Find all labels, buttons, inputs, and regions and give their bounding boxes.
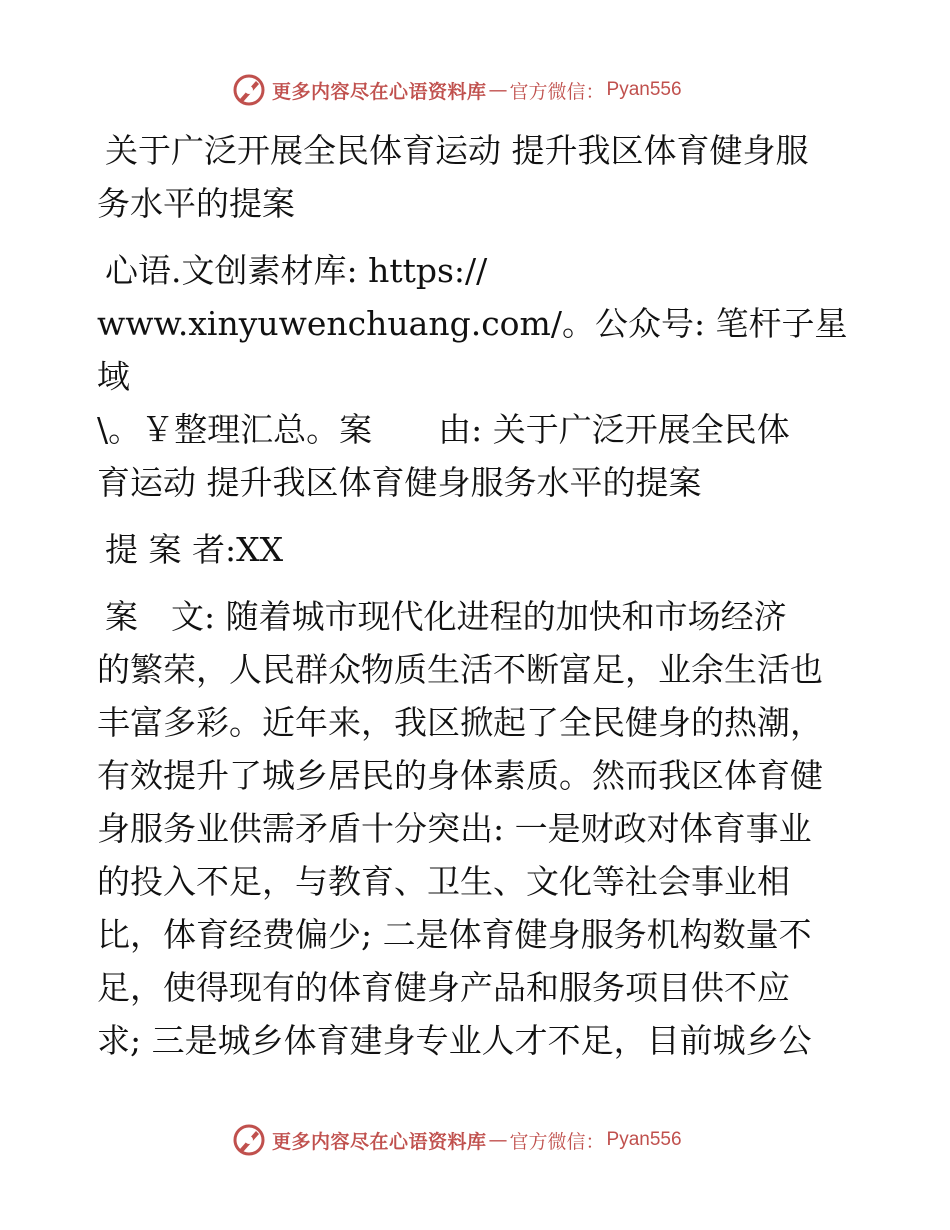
wechat-label: 官方微信： [509, 1130, 605, 1153]
wechat-handle: Pyan556 [606, 79, 682, 100]
proposer-line: 提 案 者:XX [105, 530, 284, 569]
body-line-8: 足，使得现有的体育健身产品和服务项目供不应 [97, 968, 790, 1007]
body-line-5: 身服务业供需矛盾十分突出: 一是财政对体育事业 [97, 809, 812, 848]
site-text: 更多内容尽在心语资料库 [272, 1130, 487, 1153]
body-line-3: 丰富多彩。近年来，我区掀起了全民健身的热潮， [97, 703, 823, 742]
body-line-7: 比，体育经费偏少; 二是体育健身服务机构数量不 [97, 915, 812, 954]
source-line-1: 心语.文创素材库: https:// [105, 251, 488, 290]
dash: — [488, 1129, 508, 1151]
site-text: 更多内容尽在心语资料库 [272, 80, 487, 103]
dash: — [488, 79, 508, 101]
body-line-2: 的繁荣，人民群众物质生活不断富足，业余生活也 [97, 650, 823, 689]
wechat-handle: Pyan556 [606, 1129, 682, 1150]
footer-banner [232, 1122, 682, 1158]
pen-logo-icon [232, 73, 266, 107]
body-line-6: 的投入不足，与教育、卫生、文化等社会事业相 [97, 862, 790, 901]
pen-logo-icon [232, 1123, 266, 1157]
source-line-3: \。￥整理汇总。案 由: 关于广泛开展全民体 [97, 410, 790, 449]
source-line-4: 育运动 提升我区体育健身服务水平的提案 [97, 463, 702, 502]
document-body [97, 118, 857, 1067]
title-line-2: 务水平的提案 [97, 184, 295, 223]
source-line-2: www.xinyuwenchuang.com/。公众号: 笔杆子星域 [97, 304, 848, 396]
header-banner [232, 72, 682, 108]
wechat-label: 官方微信： [509, 80, 605, 103]
title-line-1: 关于广泛开展全民体育运动 提升我区体育健身服 [105, 131, 809, 170]
body-line-9: 求; 三是城乡体育建身专业人才不足，目前城乡公 [97, 1021, 812, 1060]
body-line-4: 有效提升了城乡居民的身体素质。然而我区体育健 [97, 756, 823, 795]
body-line-1: 案 文: 随着城市现代化进程的加快和市场经济 [105, 597, 787, 636]
